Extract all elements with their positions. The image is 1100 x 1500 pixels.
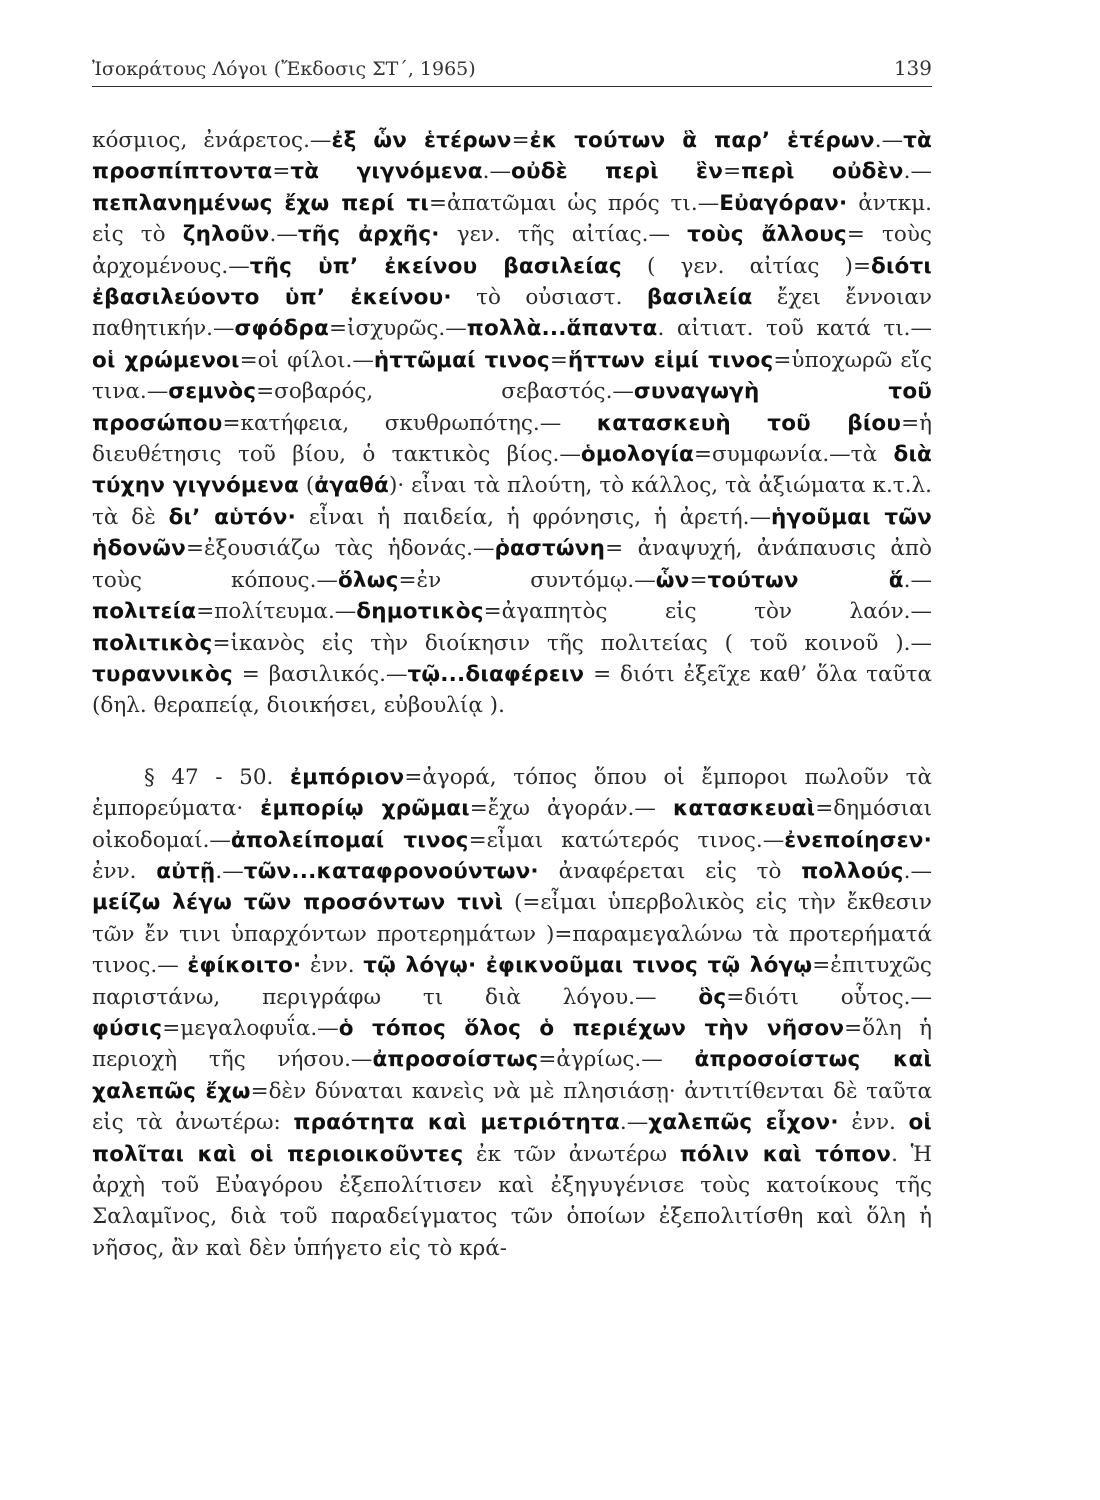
lemma-term: Εὐαγόραν·: [719, 190, 848, 216]
lemma-term: τῷ λόγῳ· ἐφικνοῦμαι τινος τῷ λόγῳ: [363, 953, 813, 979]
lemma-term: ὃς: [698, 984, 727, 1010]
lemma-term: τῆς ἀρχῆς·: [297, 222, 440, 248]
gloss-text: = διότι ἐξεῖχε καθ’ ὅλα ταῦτα (δηλ. θεραπείᾳ, διοικήσει, εὐβουλίᾳ ).: [92, 661, 932, 719]
gloss-text: . Ἡ ἀρχὴ τοῦ Εὐαγόρου ἐξεπολίτισεν καὶ ἐξηγυγένισε τοὺς κατοίκους τῆς Σαλαμῖνος, διὰ τοῦ παραδείγματος τῶν ὁποίων ἐξεπολιτίσθη καὶ ὅλη ἡ νῆσος, ἂν καὶ δὲν ὑπήγετο εἰς τὸ κρά-: [92, 1141, 932, 1261]
lemma-term: διότι ἐβασιλεύοντο ὑπ’ ἐκείνου·: [92, 253, 932, 311]
lemma-term: κατασκευὴ τοῦ βίου: [596, 410, 902, 436]
gloss-text: =ἀγορά, τόπος ὅπου οἱ ἔμποροι πωλοῦν τὰ ἐμπορεύματα·: [92, 764, 932, 822]
lemma-term: ἡττῶμαί τινος: [373, 347, 550, 373]
gloss-text: = βασιλικός.—: [232, 661, 408, 687]
lemma-term: ῥαστώνη: [494, 536, 606, 562]
lemma-term: ἀπροσοίστως καὶ χαλεπῶς ἔχω: [92, 1047, 932, 1104]
gloss-text: .—: [269, 222, 298, 248]
lemma-term: ὧν: [655, 567, 690, 593]
lemma-term: πόλιν καὶ τόπον: [679, 1141, 892, 1167]
lemma-term: πεπλανημένως ἔχω περί τι: [92, 190, 429, 216]
lemma-term: σφόδρα: [234, 316, 329, 342]
gloss-text: ἐκ τῶν ἀνωτέρω: [463, 1141, 680, 1167]
lemma-term: ἀπολείπομαί τινος: [230, 827, 469, 853]
gloss-text: =: [549, 347, 568, 373]
gloss-text: =ἐπιτυχῶς παριστάνω, περιγράφω τι διὰ λόγου.—: [92, 953, 932, 1010]
gloss-text: =ἀγρίως.—: [538, 1047, 695, 1073]
gloss-text: κόσμιος, ἐνάρετος.—: [92, 128, 332, 153]
lemma-term: ὁμολογία: [580, 442, 694, 468]
gloss-text: ἐνν.: [838, 1110, 909, 1136]
lemma-term: ἐμπορίῳ χρῶμαι: [260, 796, 470, 822]
lemma-term: ὅλως: [337, 567, 399, 593]
gloss-text: =οἱ φίλοι.—: [239, 347, 374, 373]
gloss-text: =ἀπατῶμαι ὡς πρός τι.—: [428, 190, 720, 216]
lemma-term: οὐδὲ περὶ ἓν: [511, 159, 724, 185]
lemma-term: πολλὰ...ἅπαντα: [466, 316, 658, 342]
gloss-text: ἀντκμ. εἰς τὸ: [92, 190, 932, 248]
gloss-text: =ἔχω ἀγοράν.—: [469, 796, 673, 822]
paragraph-1: [92, 125, 932, 722]
lemma-term: τούτων ἅ: [707, 567, 904, 593]
gloss-text: =κατήφεια, σκυθρωπότης.—: [222, 410, 597, 436]
lemma-term: ἐμπόριον: [289, 764, 405, 790]
lemma-term: βασιλεία: [646, 285, 753, 311]
gloss-text: =ἐξουσιάζω τὰς ἡδονάς.—: [186, 536, 495, 562]
lemma-term: φύσις: [92, 1015, 163, 1041]
gloss-text: .—: [482, 159, 512, 185]
lemma-term: ὁ τόπος ὅλος ὁ περιέχων τὴν νῆσον: [338, 1015, 845, 1041]
lemma-term: ἐνεποίησεν·: [784, 827, 932, 853]
body-text: [92, 125, 932, 1264]
lemma-term: χαλεπῶς εἶχον·: [648, 1110, 839, 1136]
gloss-text: = τοὺς ἀρχομένους.—: [92, 222, 932, 279]
gloss-text: =συμφωνία.—τὰ: [694, 442, 894, 468]
lemma-term: σεμνὸς: [168, 379, 257, 405]
gloss-text: =ἡ διευθέτησις τοῦ βίου, ὁ τακτικὸς βίος.—: [92, 410, 932, 468]
gloss-text: =πολίτευμα.—: [196, 599, 357, 625]
lemma-term: πολιτεία: [92, 599, 197, 625]
lemma-term: αὐτῇ: [156, 858, 216, 884]
gloss-text: .—: [903, 858, 932, 884]
lemma-term: τῶν...καταφρονούντων·: [243, 858, 539, 884]
gloss-text: =ἐν συντόμῳ.—: [398, 567, 656, 593]
gloss-text: =: [723, 159, 742, 185]
gloss-text: =ἰσχυρῶς.—: [329, 316, 467, 342]
lemma-term: οἱ χρώμενοι: [92, 347, 240, 373]
lemma-term: οἱ πολῖται καὶ οἱ περιοικοῦντες: [92, 1110, 933, 1167]
lemma-term: ἐξ ὧν ἑτέρων: [331, 128, 512, 153]
gloss-text: .—: [903, 567, 933, 593]
lemma-term: τὰ γιγνόμενα: [290, 159, 483, 185]
gloss-text: =σοβαρός, σεβαστός.—: [256, 379, 634, 405]
lemma-term: δημοτικὸς: [356, 599, 484, 625]
gloss-text: =δημόσιαι οἰκοδομαί.—: [92, 796, 932, 853]
header-title: Ἰσοκράτους Λόγοι (Ἔκδοσις ΣΤ΄, 1965): [92, 58, 476, 80]
lemma-term: τῆς ὑπ’ ἐκείνου βασιλείας: [249, 253, 622, 279]
gloss-text: ἐνν.: [301, 953, 364, 979]
gloss-text: τὸ οὐσιαστ.: [451, 285, 647, 311]
lemma-term: πολλούς: [801, 858, 904, 884]
lemma-term: ζηλοῦν: [182, 222, 270, 248]
lemma-term: διὰ τύχην γιγνόμενα: [92, 442, 933, 499]
lemma-term: τοὺς ἄλλους: [687, 222, 847, 248]
lemma-term: τῷ...διαφέρειν: [407, 661, 585, 687]
gloss-text: =: [689, 567, 708, 593]
gloss-text: γεν. τῆς αἰτίας.—: [439, 222, 688, 248]
gloss-text: ἔχει ἔννοιαν παθητικήν.—: [92, 285, 932, 342]
gloss-text: .—: [903, 159, 932, 185]
gloss-text: )· εἶναι τὰ πλούτη, τὸ κάλλος, τὰ ἀξιώματα κ.τ.λ. τὰ δὲ: [92, 473, 932, 530]
gloss-text: =ἀγαπητὸς εἰς τὸν λαόν.—: [483, 599, 932, 625]
gloss-text: εἶναι ἡ παιδεία, ἡ φρόνησις, ἡ ἀρετή.—: [295, 504, 772, 530]
gloss-text: ἐνν.: [92, 858, 157, 884]
gloss-text: =εἶμαι κατώτερός τινος.—: [468, 827, 785, 853]
lemma-term: μείζω λέγω τῶν προσόντων τινὶ: [92, 890, 504, 916]
gloss-text: ἀναφέρεται εἰς τὸ: [538, 858, 802, 884]
gloss-text: = ἀναψυχή, ἀνάπαυσις ἀπὸ τοὺς κόπους.—: [92, 536, 932, 593]
gloss-text: .—: [619, 1110, 649, 1136]
lemma-term: τυραννικὸς: [92, 661, 233, 687]
gloss-text: =: [272, 159, 291, 185]
lemma-term: ἡγοῦμαι τῶν ἡδονῶν: [92, 504, 932, 562]
gloss-text: .—: [874, 128, 904, 153]
gloss-text: =μεγαλοφυΐα.—: [162, 1015, 339, 1041]
gloss-text: ( γεν. αἰτίας )=: [621, 253, 871, 279]
gloss-text: =διότι οὗτος.—: [726, 984, 932, 1010]
lemma-term: πραότητα καὶ μετριότητα: [293, 1110, 620, 1136]
gloss-text: =ὑποχωρῶ εἴς τινα.—: [92, 347, 932, 405]
lemma-term: ἀγαθά: [314, 473, 389, 499]
gloss-text: =: [511, 128, 530, 153]
gloss-text: (=εἶμαι ὑπερβολικὸς εἰς τὴν ἔκθεσιν τῶν ἔν τινι ὑπαρχόντων προτερημάτων )=παραμεγαλώνω τὰ προτερήματά τινος.—: [92, 890, 932, 979]
lemma-term: ἐκ τούτων ἃ παρ’ ἑτέρων: [529, 128, 875, 153]
lemma-term: δι’ αὑτόν·: [168, 504, 296, 530]
lemma-term: συναγωγὴ τοῦ προσώπου: [92, 379, 933, 436]
lemma-term: ἀπροσοίστως: [372, 1047, 539, 1073]
document-page: [92, 56, 932, 1476]
gloss-text: § 47 - 50.: [144, 764, 290, 790]
gloss-text: (: [298, 473, 315, 499]
lemma-term: ἐφίκοιτο·: [187, 953, 302, 979]
lemma-term: ἥττων εἰμί τινος: [567, 347, 774, 373]
running-header: [92, 56, 932, 87]
gloss-text: =δὲν δύναται κανεὶς νὰ μὲ πλησιάσῃ· ἀντιτίθενται δὲ ταῦτα εἰς τὰ ἀνωτέρω:: [92, 1078, 933, 1136]
gloss-text: .—: [215, 858, 244, 884]
lemma-term: πολιτικὸς: [92, 630, 213, 656]
gloss-text: . αἰτιατ. τοῦ κατά τι.—: [657, 316, 932, 342]
lemma-term: τὰ προσπίπτοντα: [92, 128, 932, 185]
lemma-term: κατασκευαὶ: [672, 796, 816, 822]
gloss-text: =ἱκανὸς εἰς τὴν διοίκησιν τῆς πολιτείας ( τοῦ κοινοῦ ).—: [212, 630, 932, 656]
lemma-term: περὶ οὐδὲν: [741, 159, 904, 185]
gloss-text: =ὅλη ἡ περιοχὴ τῆς νήσου.—: [92, 1015, 932, 1073]
paragraph-2: [92, 762, 932, 1265]
page-number: 139: [893, 56, 932, 80]
